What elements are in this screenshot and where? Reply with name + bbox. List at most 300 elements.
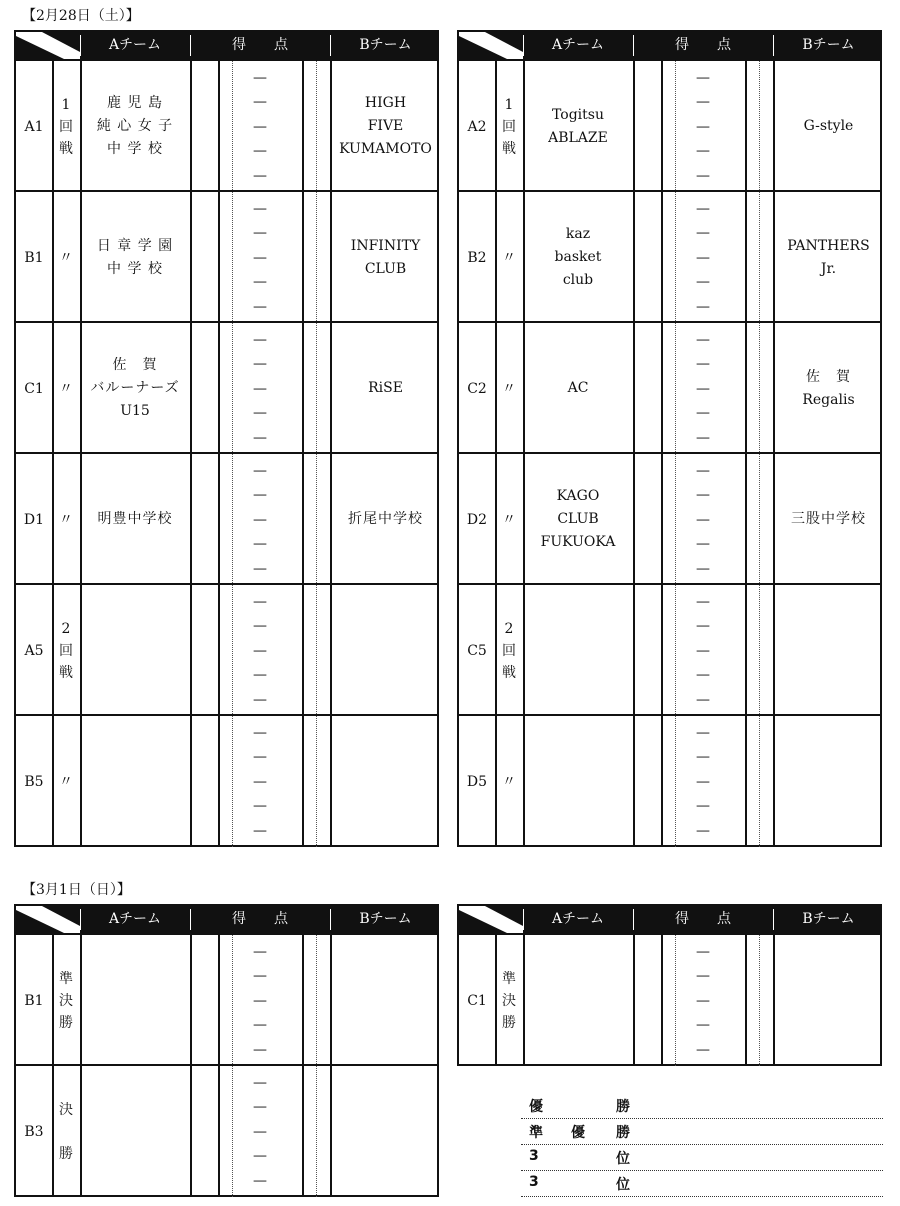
score-dash: — bbox=[253, 992, 267, 1009]
team-b-name-line: PANTHERS bbox=[787, 237, 870, 254]
score-dash: — bbox=[253, 274, 267, 290]
column-rule bbox=[302, 192, 304, 323]
match-row bbox=[16, 59, 437, 192]
score-dash: — bbox=[253, 618, 267, 634]
score-dash: — bbox=[253, 94, 267, 110]
game-id: C2 bbox=[467, 380, 487, 397]
round-char: 準 bbox=[502, 970, 516, 987]
column-rule bbox=[745, 61, 747, 192]
game-id: B5 bbox=[24, 773, 44, 790]
header-corner-diagonal bbox=[459, 906, 523, 933]
column-rule bbox=[190, 323, 192, 454]
game-id: A2 bbox=[467, 118, 487, 135]
round-label bbox=[52, 716, 80, 847]
score-dash: — bbox=[253, 405, 267, 421]
match-row bbox=[459, 321, 880, 454]
team-a-cell bbox=[80, 454, 190, 585]
score-entry bbox=[218, 192, 302, 323]
score-dash: — bbox=[253, 487, 267, 503]
round-label bbox=[52, 192, 80, 323]
match-row bbox=[16, 321, 437, 454]
team-a-name-line: basket bbox=[554, 249, 602, 265]
column-rule bbox=[190, 935, 192, 1066]
round-label bbox=[52, 454, 80, 585]
score-entry bbox=[218, 61, 302, 192]
round-label bbox=[495, 454, 523, 585]
team-a-cell bbox=[523, 323, 633, 454]
column-rule bbox=[633, 935, 635, 1066]
score-dash: — bbox=[696, 536, 710, 552]
match-row bbox=[459, 190, 880, 323]
score-dash: — bbox=[253, 1123, 267, 1140]
score-dash: — bbox=[253, 560, 267, 577]
date-heading: 【2月28日（土）】 bbox=[22, 8, 140, 24]
team-b-name-line: 三股中学校 bbox=[791, 511, 866, 527]
dotted-rule bbox=[759, 454, 760, 585]
dotted-rule bbox=[316, 1066, 317, 1197]
score-dash: — bbox=[253, 1017, 267, 1033]
result-line bbox=[521, 1145, 883, 1171]
round-char: 2 bbox=[61, 620, 71, 637]
score-dash: — bbox=[696, 249, 710, 266]
score-dash: — bbox=[253, 773, 267, 790]
team-a-name-line: Togitsu bbox=[552, 106, 604, 123]
team-b-name-line: G-style bbox=[803, 118, 854, 134]
score-dash: — bbox=[696, 749, 710, 765]
header-score: 得 点 bbox=[675, 37, 731, 53]
team-a-name-line: 中 学 校 bbox=[107, 141, 163, 157]
column-rule bbox=[302, 935, 304, 1066]
score-dash: — bbox=[253, 118, 267, 135]
score-dash: — bbox=[696, 822, 710, 839]
score-dash: — bbox=[253, 298, 267, 315]
team-b-cell bbox=[773, 323, 884, 454]
game-id: B1 bbox=[24, 249, 44, 266]
result-rank-char: 3 bbox=[529, 1148, 539, 1164]
score-entry bbox=[218, 454, 302, 585]
round-label bbox=[495, 716, 523, 847]
score-dash: — bbox=[253, 356, 267, 372]
round-char: 1 bbox=[504, 96, 514, 113]
round-char: 決 bbox=[502, 992, 516, 1009]
game-id: C1 bbox=[467, 992, 487, 1009]
team-a-name-line: 日 章 学 園 bbox=[96, 237, 174, 254]
header-corner-diagonal bbox=[459, 32, 523, 59]
match-row bbox=[16, 583, 437, 716]
score-dash: — bbox=[696, 667, 710, 683]
team-a-cell bbox=[80, 1066, 190, 1197]
team-a-name-line: 佐 賀 bbox=[112, 357, 158, 373]
match-row bbox=[459, 714, 880, 847]
match-row bbox=[459, 583, 880, 716]
team-a-name-line: ABLAZE bbox=[548, 129, 608, 146]
score-dash: — bbox=[696, 167, 710, 184]
round-label bbox=[495, 192, 523, 323]
column-rule bbox=[302, 61, 304, 192]
header-team-a: Aチーム bbox=[551, 37, 605, 53]
game-id: C5 bbox=[467, 642, 487, 659]
score-dash: — bbox=[253, 225, 267, 241]
header-team-a: Aチーム bbox=[551, 911, 605, 927]
round-char: 〃 bbox=[59, 380, 73, 397]
round-char: 〃 bbox=[502, 380, 516, 397]
score-dash: — bbox=[253, 642, 267, 659]
round-char: 〃 bbox=[59, 249, 73, 266]
score-dash: — bbox=[253, 249, 267, 266]
schedule-table bbox=[14, 904, 439, 1197]
column-rule bbox=[190, 1066, 192, 1197]
score-dash: — bbox=[253, 593, 267, 610]
column-rule bbox=[745, 323, 747, 454]
team-b-cell bbox=[330, 716, 441, 847]
round-label bbox=[52, 935, 80, 1066]
date-heading: 【3月1日（日）】 bbox=[22, 882, 131, 898]
match-row bbox=[16, 933, 437, 1066]
team-a-name-line: club bbox=[562, 272, 594, 288]
game-id: A1 bbox=[24, 118, 44, 135]
dotted-rule bbox=[316, 192, 317, 323]
team-b-cell bbox=[773, 454, 884, 585]
score-dash: — bbox=[696, 618, 710, 634]
result-rank-char: 3 bbox=[529, 1174, 539, 1190]
team-a-name-line: バルーナーズ bbox=[90, 380, 180, 396]
result-rank-char: 位 bbox=[616, 1177, 630, 1193]
score-dash: — bbox=[696, 1017, 710, 1033]
header-corner-diagonal bbox=[16, 32, 80, 59]
score-dash: — bbox=[253, 331, 267, 348]
team-a-cell bbox=[80, 323, 190, 454]
result-line bbox=[521, 1093, 883, 1119]
score-dash: — bbox=[696, 487, 710, 503]
header-score: 得 点 bbox=[675, 911, 731, 927]
column-rule bbox=[190, 61, 192, 192]
dotted-rule bbox=[759, 61, 760, 192]
table-header bbox=[16, 906, 437, 933]
result-rank-char: 準 bbox=[529, 1125, 543, 1141]
dotted-rule bbox=[759, 323, 760, 454]
score-dash: — bbox=[253, 1172, 267, 1189]
round-label bbox=[495, 935, 523, 1066]
score-dash: — bbox=[253, 749, 267, 765]
match-row bbox=[459, 933, 880, 1066]
round-char: 1 bbox=[61, 96, 71, 113]
team-b-cell bbox=[330, 454, 441, 585]
game-id: B2 bbox=[467, 249, 487, 266]
result-line bbox=[521, 1171, 883, 1197]
team-a-cell bbox=[523, 61, 633, 192]
team-a-cell bbox=[523, 454, 633, 585]
team-a-name-line: kaz bbox=[565, 226, 591, 242]
column-rule bbox=[190, 454, 192, 585]
score-dash: — bbox=[696, 225, 710, 241]
score-entry bbox=[661, 192, 745, 323]
score-dash: — bbox=[696, 462, 710, 479]
dotted-rule bbox=[316, 61, 317, 192]
score-dash: — bbox=[696, 94, 710, 110]
score-dash: — bbox=[253, 1074, 267, 1091]
game-id: D5 bbox=[466, 773, 488, 790]
team-a-cell bbox=[80, 61, 190, 192]
round-char: 勝 bbox=[502, 1014, 516, 1031]
round-char: 戦 bbox=[59, 664, 73, 681]
round-label bbox=[52, 585, 80, 716]
score-dash: — bbox=[696, 143, 710, 159]
column-rule bbox=[633, 61, 635, 192]
column-rule bbox=[633, 585, 635, 716]
score-dash: — bbox=[696, 1041, 710, 1058]
team-b-cell bbox=[330, 192, 441, 323]
game-id: A5 bbox=[24, 642, 44, 659]
column-rule bbox=[190, 192, 192, 323]
score-dash: — bbox=[696, 380, 710, 397]
dotted-rule bbox=[759, 935, 760, 1066]
team-a-name-line: U15 bbox=[120, 403, 150, 419]
round-char: 準 bbox=[59, 970, 73, 987]
score-dash: — bbox=[696, 593, 710, 610]
score-dash: — bbox=[696, 642, 710, 659]
table-header bbox=[459, 32, 880, 59]
score-dash: — bbox=[696, 118, 710, 135]
column-rule bbox=[745, 585, 747, 716]
score-dash: — bbox=[253, 200, 267, 217]
team-b-name-line: 折尾中学校 bbox=[348, 511, 423, 527]
header-team-b: Bチーム bbox=[359, 37, 412, 53]
game-id: D1 bbox=[23, 511, 45, 528]
score-dash: — bbox=[253, 69, 267, 86]
header-team-b: Bチーム bbox=[802, 37, 855, 53]
score-entry bbox=[218, 935, 302, 1066]
result-rank-char: 勝 bbox=[616, 1099, 630, 1115]
round-char: 回 bbox=[502, 118, 516, 135]
team-a-name-line: AC bbox=[567, 380, 589, 396]
dotted-rule bbox=[759, 716, 760, 847]
column-rule bbox=[633, 323, 635, 454]
column-rule bbox=[745, 454, 747, 585]
score-dash: — bbox=[696, 356, 710, 372]
game-id: D2 bbox=[466, 511, 488, 528]
dotted-rule bbox=[316, 585, 317, 716]
score-dash: — bbox=[696, 511, 710, 528]
column-rule bbox=[302, 454, 304, 585]
team-b-cell bbox=[330, 61, 441, 192]
round-char: 〃 bbox=[502, 249, 516, 266]
score-dash: — bbox=[696, 429, 710, 446]
score-dash: — bbox=[253, 1148, 267, 1164]
score-dash: — bbox=[696, 69, 710, 86]
header-corner-diagonal bbox=[16, 906, 80, 933]
score-dash: — bbox=[253, 462, 267, 479]
score-entry bbox=[661, 935, 745, 1066]
team-a-cell bbox=[80, 585, 190, 716]
team-b-name-line: HIGH bbox=[364, 95, 407, 111]
score-entry bbox=[661, 323, 745, 454]
result-rank-char: 位 bbox=[616, 1151, 630, 1167]
header-team-b: Bチーム bbox=[802, 911, 855, 927]
header-score: 得 点 bbox=[232, 37, 288, 53]
team-a-name-line: 明豊中学校 bbox=[97, 511, 173, 527]
score-dash: — bbox=[253, 1041, 267, 1058]
score-dash: — bbox=[696, 298, 710, 315]
result-rank-char: 勝 bbox=[616, 1125, 630, 1141]
score-dash: — bbox=[253, 429, 267, 446]
score-entry bbox=[218, 585, 302, 716]
round-char: 2 bbox=[504, 620, 514, 637]
team-b-cell bbox=[773, 585, 884, 716]
column-rule bbox=[190, 585, 192, 716]
score-dash: — bbox=[696, 773, 710, 790]
team-b-cell bbox=[773, 192, 884, 323]
dotted-rule bbox=[759, 192, 760, 323]
team-b-cell bbox=[773, 716, 884, 847]
column-rule bbox=[745, 935, 747, 1066]
team-b-name-line: KUMAMOTO bbox=[339, 141, 432, 157]
round-char: 戦 bbox=[502, 140, 516, 157]
column-rule bbox=[302, 323, 304, 454]
team-a-cell bbox=[80, 192, 190, 323]
team-a-name-line: 純 心 女 子 bbox=[96, 118, 174, 134]
team-b-name-line: 佐 賀 bbox=[806, 368, 851, 385]
score-dash: — bbox=[253, 822, 267, 839]
match-row bbox=[459, 59, 880, 192]
team-b-cell bbox=[330, 585, 441, 716]
schedule-table bbox=[457, 904, 882, 1066]
score-dash: — bbox=[696, 968, 710, 984]
team-a-name-line: FUKUOKA bbox=[540, 534, 616, 550]
team-b-cell bbox=[330, 935, 441, 1066]
score-dash: — bbox=[696, 405, 710, 421]
score-dash: — bbox=[253, 536, 267, 552]
score-dash: — bbox=[696, 331, 710, 348]
team-b-name-line: FIVE bbox=[367, 118, 404, 134]
match-row bbox=[16, 452, 437, 585]
score-entry bbox=[218, 1066, 302, 1197]
round-char: 〃 bbox=[59, 773, 73, 790]
round-label bbox=[495, 61, 523, 192]
game-id: B1 bbox=[24, 992, 44, 1009]
score-dash: — bbox=[253, 1099, 267, 1115]
round-char: 〃 bbox=[502, 511, 516, 528]
score-dash: — bbox=[253, 968, 267, 984]
score-dash: — bbox=[696, 798, 710, 814]
team-a-name-line: CLUB bbox=[557, 511, 599, 527]
score-dash: — bbox=[696, 200, 710, 217]
round-label bbox=[495, 323, 523, 454]
header-team-b: Bチーム bbox=[359, 911, 412, 927]
column-rule bbox=[302, 1066, 304, 1197]
game-id: B3 bbox=[24, 1123, 44, 1140]
score-entry bbox=[661, 61, 745, 192]
score-entry bbox=[218, 323, 302, 454]
round-char: 回 bbox=[59, 642, 73, 659]
round-char: 回 bbox=[59, 118, 73, 135]
team-b-cell bbox=[330, 323, 441, 454]
team-a-name-line: 中 学 校 bbox=[107, 260, 163, 277]
score-dash: — bbox=[696, 724, 710, 741]
team-a-cell bbox=[523, 935, 633, 1066]
team-a-name-line: 鹿 児 島 bbox=[107, 95, 163, 111]
match-row bbox=[16, 190, 437, 323]
round-char: 勝 bbox=[59, 1014, 73, 1031]
team-a-cell bbox=[523, 716, 633, 847]
round-label bbox=[52, 61, 80, 192]
team-b-name-line: INFINITY bbox=[350, 237, 421, 254]
round-char: 回 bbox=[502, 642, 516, 659]
round-label bbox=[52, 1066, 80, 1197]
score-dash: — bbox=[253, 667, 267, 683]
score-dash: — bbox=[253, 724, 267, 741]
team-a-cell bbox=[80, 716, 190, 847]
column-rule bbox=[633, 454, 635, 585]
team-b-name-line: CLUB bbox=[364, 260, 407, 277]
header-score: 得 点 bbox=[232, 911, 288, 927]
team-b-name-line: Regalis bbox=[802, 391, 855, 408]
team-a-cell bbox=[80, 935, 190, 1066]
score-dash: — bbox=[253, 691, 267, 708]
score-dash: — bbox=[253, 380, 267, 397]
round-char: 戦 bbox=[502, 664, 516, 681]
column-rule bbox=[190, 716, 192, 847]
round-char: 勝 bbox=[59, 1145, 73, 1162]
score-dash: — bbox=[253, 943, 267, 960]
round-char: 〃 bbox=[59, 511, 73, 528]
score-entry bbox=[661, 716, 745, 847]
score-dash: — bbox=[253, 143, 267, 159]
team-b-cell bbox=[773, 935, 884, 1066]
column-rule bbox=[302, 585, 304, 716]
column-rule bbox=[745, 716, 747, 847]
match-row bbox=[459, 452, 880, 585]
team-a-cell bbox=[523, 192, 633, 323]
column-rule bbox=[633, 716, 635, 847]
score-dash: — bbox=[253, 167, 267, 184]
round-char: 戦 bbox=[59, 140, 73, 157]
round-char: 〃 bbox=[502, 773, 516, 790]
team-b-cell bbox=[330, 1066, 441, 1197]
schedule-table bbox=[14, 30, 439, 847]
column-rule bbox=[745, 192, 747, 323]
round-char: 決 bbox=[59, 992, 73, 1009]
round-char: 決 bbox=[59, 1101, 73, 1118]
score-entry bbox=[661, 585, 745, 716]
dotted-rule bbox=[316, 716, 317, 847]
score-entry bbox=[218, 716, 302, 847]
team-a-cell bbox=[523, 585, 633, 716]
dotted-rule bbox=[316, 323, 317, 454]
score-dash: — bbox=[696, 943, 710, 960]
result-rank-char: 優 bbox=[529, 1099, 543, 1115]
dotted-rule bbox=[316, 454, 317, 585]
column-rule bbox=[633, 192, 635, 323]
dotted-rule bbox=[316, 935, 317, 1066]
game-id: C1 bbox=[24, 380, 44, 397]
result-rank-char: 優 bbox=[571, 1125, 585, 1141]
round-label bbox=[52, 323, 80, 454]
match-row bbox=[16, 714, 437, 847]
column-rule bbox=[302, 716, 304, 847]
team-b-name-line: RiSE bbox=[368, 380, 403, 396]
match-row bbox=[16, 1064, 437, 1197]
header-team-a: Aチーム bbox=[108, 37, 162, 53]
schedule-table bbox=[457, 30, 882, 847]
header-team-a: Aチーム bbox=[108, 911, 162, 927]
team-b-cell bbox=[773, 61, 884, 192]
score-dash: — bbox=[253, 511, 267, 528]
team-b-name-line: Jr. bbox=[820, 260, 837, 277]
score-dash: — bbox=[696, 691, 710, 708]
table-header bbox=[459, 906, 880, 933]
result-line bbox=[521, 1119, 883, 1145]
score-dash: — bbox=[696, 560, 710, 577]
